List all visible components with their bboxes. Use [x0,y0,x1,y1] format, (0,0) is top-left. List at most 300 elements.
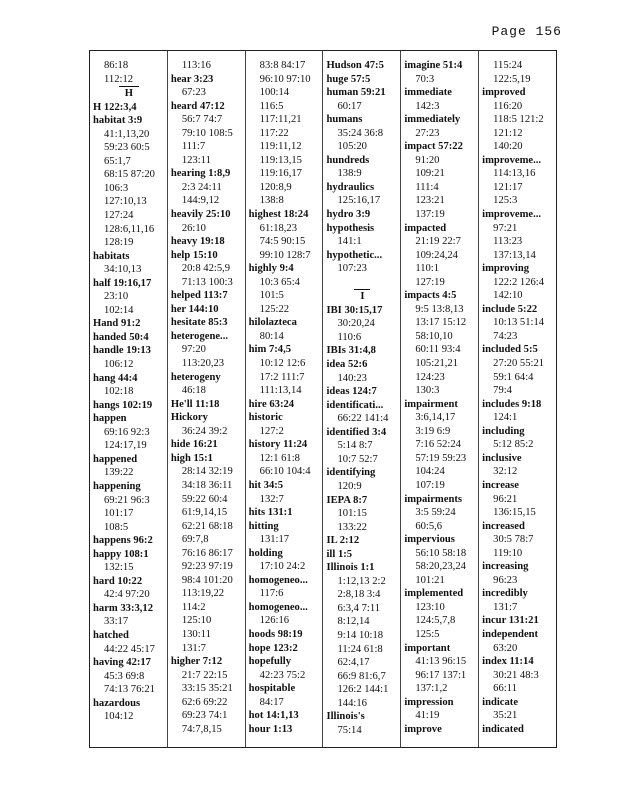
index-reference: 131:7 [181,642,206,654]
index-term: hazardous [93,697,141,709]
index-reference: 5:14 8:7 [337,440,373,452]
index-term: IBIs 31:4,8 [326,345,376,357]
index-reference: 30:21 48:3 [493,669,539,681]
index-reference: 112:12 [104,73,134,85]
index-reference: 1:12,13 2:2 [337,575,386,587]
index-term: historic [248,412,283,424]
index-reference: 141:1 [337,236,362,248]
index-reference: 83:8 84:17 [259,60,306,71]
index-reference: 80:14 [259,330,284,342]
index-reference: 101:5 [259,290,284,302]
index-term: hearing 1:8,9 [170,168,231,180]
index-term: hit 34:5 [248,479,284,491]
index-reference: 140:20 [493,141,523,153]
index-reference: 117:11,21 [259,114,302,126]
index-term: impervious [404,534,455,546]
index-reference: 34:18 36:11 [181,479,233,491]
index-reference: 142:3 [415,100,440,112]
index-term: immediate [404,87,452,99]
index-reference: 116:5 [259,100,284,112]
index-reference: 102:14 [104,304,134,316]
index-term: hard 10:22 [93,575,143,587]
index-reference: 137:19 [415,209,445,221]
index-reference: 59:23 60:5 [104,142,150,154]
index-term: IBI 30:15,17 [326,304,383,316]
index-reference: 59:22 60:4 [181,493,228,505]
section-letter-heading [93,86,165,101]
index-reference: 105:21,21 [415,358,458,370]
index-reference: 66:22 141:4 [337,413,389,425]
index-reference: 100:14 [259,87,290,99]
index-reference: 105:20 [337,141,367,153]
index-term: indicated [482,723,524,735]
index-term: identificati... [326,399,384,411]
index-reference: 34:10,13 [104,264,142,276]
index-reference: 10:7 52:7 [337,453,378,465]
index-reference: 13:17 15:12 [415,317,467,329]
index-reference: 74:23 [493,330,518,342]
index-term: immediately [404,114,461,126]
index-reference: 76:16 86:17 [181,547,233,559]
index-term: habitats [93,250,130,262]
index-reference: 32:12 [493,466,518,478]
index-reference: 109:21 [415,168,445,180]
index-reference: 108:5 [104,521,129,533]
index-term: homogeneo... [248,601,308,613]
index-reference: 124:23 [415,371,445,383]
index-column [323,51,401,747]
index-term: Illinois 1:1 [326,562,375,574]
index-term: imagine 51:4 [404,60,463,71]
index-reference: 33:17 [104,616,129,628]
index-reference: 122:5,19 [493,73,531,85]
index-term: impression [404,696,454,708]
index-reference: 60:11 93:4 [415,344,461,356]
index-reference: 114:13,16 [493,168,536,180]
index-reference: 123:10 [415,601,445,613]
index-reference: 136:15,15 [493,507,536,519]
index-reference: 99:10 128:7 [259,249,311,261]
index-reference: 140:23 [337,372,367,384]
index-reference: 120:8,9 [259,181,292,193]
index-reference: 2:8,18 3:4 [337,589,381,601]
index-term: Hand 91:2 [93,318,141,330]
index-reference: 62:21 68:18 [181,520,233,532]
index-reference: 117:22 [259,127,289,139]
index-reference: 56:7 74:7 [181,114,223,126]
index-reference: 75:14 [337,724,362,736]
page-number: Page 156 [491,24,562,39]
index-reference: 121:17 [493,181,523,193]
index-reference: 62:6 69:22 [181,696,228,708]
index-reference: 28:14 32:19 [181,466,233,478]
index-reference: 113:20,23 [181,358,225,370]
index-term: high 15:1 [170,452,213,464]
index-term: hilolazteca [248,317,297,329]
index-reference: 44:22 45:17 [104,643,155,655]
index-reference: 21:7 22:15 [181,669,228,681]
index-term: helped 113:7 [170,290,228,302]
index-reference: 137:1,2 [415,683,448,695]
index-reference: 121:12 [493,127,523,139]
index-reference: 61:9,14,15 [181,507,228,519]
index-term: incur 131:21 [482,615,539,627]
index-reference: 138:8 [259,195,284,207]
index-term: half 19:16,17 [93,277,152,289]
index-reference: 144:9,12 [181,195,220,207]
index-reference: 3:5 59:24 [415,507,456,519]
index-term: improve [404,723,442,735]
index-term: hydro 3:9 [326,209,371,221]
index-reference: 120:9 [337,480,362,492]
index-term: happening [93,480,141,492]
index-reference: 17:10 24:2 [259,561,306,573]
index-term: hypothesis [326,222,375,234]
index-reference: 10:12 12:6 [259,358,306,370]
index-reference: 125:3 [493,195,518,207]
index-term: human 59:21 [326,87,386,99]
index-reference: 127:24 [104,210,134,222]
index-reference: 123:21 [415,195,445,207]
index-reference: 98:4 101:20 [181,574,233,586]
index-reference: 45:3 69:8 [104,670,145,682]
index-reference: 20:8 42:5,9 [181,263,231,275]
index-reference: 132:7 [259,493,284,505]
index-term: heavy 19:18 [170,236,225,248]
index-term: including [482,425,525,437]
index-term: hesitate 85:3 [170,317,228,329]
index-reference: 137:13,14 [493,249,536,261]
index-term: happened [93,453,138,465]
index-reference: 131:7 [493,601,518,613]
index-reference: 58:10,10 [415,330,453,342]
index-reference: 107:23 [337,263,367,275]
index-reference: 111:13,14 [259,385,302,397]
index-reference: 125:16,17 [337,195,381,207]
index-term: hopefully [248,656,292,668]
index-reference: 124:5,7,8 [415,615,456,627]
index-term: having 42:17 [93,657,151,669]
index-term: identifying [326,467,376,479]
index-reference: 17:2 111:7 [259,371,305,383]
index-term: hundreds [326,154,370,166]
index-term: heard 47:12 [170,100,225,112]
index-reference: 30:5 78:7 [493,534,534,546]
index-reference: 127:10,13 [104,196,147,208]
index-term: heterogene... [170,330,228,342]
blank-line [326,276,398,290]
index-term: index 11:14 [482,656,534,668]
index-reference: 110:1 [415,263,440,275]
index-reference: 127:19 [415,276,445,288]
index-reference: 97:20 [181,344,206,356]
index-term: idea 52:6 [326,359,368,371]
index-reference: 69:23 74:1 [181,710,228,722]
index-reference: 36:24 39:2 [181,425,228,437]
index-reference: 56:10 58:18 [415,547,467,559]
index-reference: 113:16 [181,60,211,71]
index-reference: 27:23 [415,127,440,139]
index-reference: 133:22 [337,521,367,533]
index-term: increase [482,479,520,491]
index-term: improveme... [482,209,542,221]
index-term: impact 57:22 [404,141,463,153]
index-reference: 67:23 [181,87,206,99]
index-reference: 109:24,24 [415,249,458,261]
index-reference: 41:1,13,20 [104,128,150,140]
index-reference: 35:24 36:8 [337,127,384,139]
index-reference: 6:3,4 7:11 [337,602,381,614]
index-reference: 66:10 104:4 [259,466,311,478]
index-reference: 74:7,8,15 [181,723,222,735]
index-term: hot 14:1,13 [248,710,299,722]
index-term: harm 33:3,12 [93,602,154,614]
index-column [401,51,479,747]
index-term: handle 19:13 [93,345,151,357]
index-reference: 84:17 [259,696,284,708]
index-reference: 3:19 6:9 [415,425,451,437]
index-reference: 57:19 59:23 [415,452,467,464]
index-reference: 62:4,17 [337,657,370,669]
index-reference: 111:4 [415,181,439,193]
index-reference: 92:23 97:19 [181,561,233,573]
index-term: impacts 4:5 [404,290,457,302]
index-term: highly 9:4 [248,263,294,275]
index-term: increasing [482,561,529,573]
index-reference: 125:22 [259,303,290,315]
index-term: hire 63:24 [248,398,295,410]
index-reference: 66:9 81:6,7 [337,670,386,682]
index-reference: 2:3 24:11 [181,181,222,193]
index-term: IL 2:12 [326,535,360,547]
index-column [479,51,556,747]
index-reference: 63:20 [493,642,518,654]
index-term: hydraulics [326,181,375,193]
index-reference: 127:2 [259,425,284,437]
index-term: important [404,642,451,654]
index-term: hatched [93,629,129,641]
index-reference: 106:12 [104,359,134,371]
index-term: H 122:3,4 [93,101,137,113]
index-reference: 119:13,15 [259,154,302,166]
index-reference: 128:6,11,16 [104,223,155,235]
index-term: hits 131:1 [248,507,293,519]
index-reference: 74:13 76:21 [104,684,155,696]
index-term: heavily 25:10 [170,209,231,221]
index-reference: 69:7,8 [181,534,209,546]
index-reference: 42:4 97:20 [104,589,150,601]
index-reference: 79:4 [493,385,512,397]
index-reference: 107:19 [415,479,445,491]
index-term: impairments [404,493,462,505]
index-reference: 59:1 64:4 [493,371,534,383]
index-reference: 119:11,12 [259,141,302,153]
index-term: hypothetic... [326,249,383,261]
index-term: him 7:4,5 [248,344,292,356]
index-term: homogeneo... [248,574,308,586]
index-reference: 70:3 [415,73,435,85]
index-reference: 131:17 [259,534,290,546]
index-column [246,51,324,747]
index-column [90,51,168,747]
index-term: her 144:10 [170,303,219,315]
index-term: happens 96:2 [93,535,153,547]
index-reference: 132:15 [104,562,134,574]
index-reference: 35:21 [493,710,518,722]
index-reference: 91:20 [415,154,440,166]
index-term: hide 16:21 [170,439,218,451]
index-term: huge 57:5 [326,73,371,85]
index-term: indicate [482,696,519,708]
index-reference: 142:10 [493,290,523,302]
index-reference: 96:23 [493,574,518,586]
index-term: ill 1:5 [326,548,353,560]
index-term: independent [482,628,539,640]
index-reference: 8:12,14 [337,616,370,628]
index-reference: 123:11 [181,154,211,166]
index-reference: 5:12 85:2 [493,439,534,451]
index-reference: 60:5,6 [415,520,443,532]
index-reference: 119:16,17 [259,168,302,180]
index-reference: 96:10 97:10 [259,73,311,85]
index-reference: 106:3 [104,182,129,194]
index-reference: 101:21 [415,574,445,586]
index-term: Hickory [170,412,208,424]
index-term: Illinois's [326,711,365,723]
index-reference: 79:10 108:5 [181,127,233,139]
index-reference: 114:2 [181,601,206,613]
index-reference: 119:10 [493,547,523,559]
index-reference: 33:15 35:21 [181,683,233,695]
index-reference: 126:2 144:1 [337,684,389,696]
index-reference: 60:17 [337,100,362,112]
index-reference: 26:10 [181,222,206,234]
index-reference: 42:23 75:2 [259,669,306,681]
index-term: hang 44:4 [93,372,138,384]
index-reference: 69:16 92:3 [104,426,150,438]
index-reference: 10:13 51:14 [493,317,545,329]
index-term: heterogeny [170,371,221,383]
index-reference: 96:21 [493,493,518,505]
index-reference: 126:16 [259,615,290,627]
index-term: hangs 102:19 [93,399,153,411]
index-term: improved [482,87,526,99]
index-term: ideas 124:7 [326,386,377,398]
section-letter: H [119,86,139,101]
index-term: Hudson 47:5 [326,60,384,71]
index-reference: 113:19,22 [181,588,225,600]
index-reference: 138:9 [337,168,362,180]
index-term: hear 3:23 [170,73,214,85]
index-reference: 122:2 126:4 [493,276,545,288]
index-reference: 61:18,23 [259,222,298,234]
index-term: incredibly [482,588,528,600]
index-reference: 118:5 121:2 [493,114,544,126]
index-term: hope 123:2 [248,642,298,654]
index-reference: 10:3 65:4 [259,276,300,288]
index-reference: 130:11 [181,628,211,640]
index-reference: 96:17 137:1 [415,669,467,681]
index-term: hitting [248,520,279,532]
index-reference: 41:13 96:15 [415,656,467,668]
index-term: includes 9:18 [482,398,542,410]
index-reference: 102:18 [104,386,134,398]
index-term: happen [93,413,127,425]
index-term: history 11:24 [248,439,308,451]
index-reference: 104:24 [415,466,445,478]
index-term: holding [248,547,283,559]
index-term: identified 3:4 [326,426,387,438]
index-term: hoods 98:19 [248,628,303,640]
index-reference: 124:17,19 [104,440,147,452]
index-reference: 125:10 [181,615,212,627]
index-reference: 21:19 22:7 [415,236,461,248]
index-reference: 71:13 100:3 [181,276,233,288]
index-reference: 111:7 [181,141,206,153]
index-reference: 139:22 [104,467,134,479]
index-term: hour 1:13 [248,723,293,735]
index-term: He'll 11:18 [170,398,220,410]
index-reference: 110:6 [337,331,362,343]
index-term: included 5:5 [482,344,538,356]
index-reference: 128:19 [104,237,134,249]
index-term: help 15:10 [170,249,218,261]
index-term: happy 108:1 [93,548,149,560]
section-letter-heading [326,289,398,304]
index-term: include 5:22 [482,303,538,315]
index-term: hospitable [248,683,296,695]
index-reference: 27:20 55:21 [493,358,545,370]
index-term: higher 7:12 [170,656,223,668]
word-index-table [89,50,557,748]
index-reference: 117:6 [259,588,284,600]
index-reference: 86:18 [104,60,129,71]
index-term: handed 50:4 [93,331,149,343]
index-column [168,51,246,747]
index-term: inclusive [482,452,522,464]
index-reference: 23:10 [104,291,129,303]
index-reference: 116:20 [493,100,523,112]
index-reference: 7:16 52:24 [415,439,461,451]
index-term: improveme... [482,154,542,166]
index-reference: 66:11 [493,683,517,695]
index-term: increased [482,520,525,532]
index-reference: 74:5 90:15 [259,236,306,248]
index-reference: 69:21 96:3 [104,494,150,506]
index-term: improving [482,263,530,275]
index-reference: 30:20,24 [337,318,375,330]
index-reference: 65:1,7 [104,155,131,167]
index-reference: 125:5 [415,628,440,640]
index-reference: 130:3 [415,385,440,397]
index-reference: 11:24 61:8 [337,643,383,655]
index-reference: 144:16 [337,697,367,709]
index-reference: 101:17 [104,508,134,520]
section-letter: I [354,289,370,304]
index-term: impacted [404,222,447,234]
index-reference: 113:23 [493,236,523,248]
index-reference: 124:1 [493,412,518,424]
index-term: IEPA 8:7 [326,494,368,506]
index-reference: 12:1 61:8 [259,452,300,464]
index-term: highest 18:24 [248,209,309,221]
index-reference: 104:12 [104,711,134,723]
index-reference: 97:21 [493,222,518,234]
index-reference: 101:15 [337,508,367,520]
index-reference: 46:18 [181,385,206,397]
index-reference: 115:24 [493,60,523,71]
index-reference: 3:6,14,17 [415,412,456,424]
